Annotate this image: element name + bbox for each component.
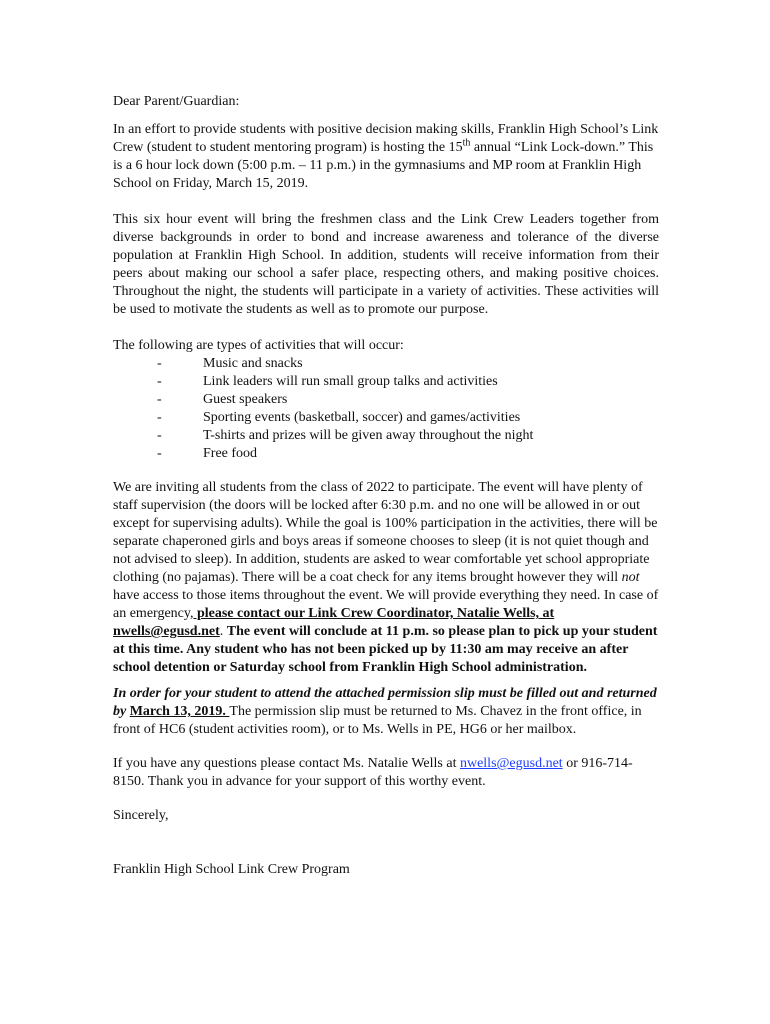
bullet-dash: - — [157, 446, 162, 461]
greeting: Dear Parent/Guardian: — [113, 94, 240, 109]
paragraph-event-description: This six hour event will bring the freshmen class and the Link Crew Leaders together from diverse backgrounds in order to bond and increase awareness and tolerance of the diverse population at Franklin High School. In addition, students will receive information from their peers about making our school a safer place, respecting others, and making positive choices. Throughout the night, the students will participate in a variety of activities. These activities will be used to motivate the students as well as to promote our purpose. — [113, 212, 659, 317]
due-date: March 13, 2019. — [129, 704, 230, 719]
activity-text: Sporting events (basketball, soccer) and games/activities — [203, 410, 521, 425]
email-link[interactable]: nwells@egusd.net — [459, 756, 563, 771]
activities-intro: The following are types of activities that will occur: — [113, 338, 404, 353]
activity-text: Music and snacks — [203, 356, 303, 371]
list-item — [113, 409, 659, 427]
intro-text-b: annual “Link Lock-down.” This is a 6 hour lock down (5:00 p.m. – 11 p.m.) in the gymnasiums and MP room at Franklin High School on Friday, March 15, 2019. — [113, 140, 654, 191]
permission-requirement: In order for your student to attend the attached permission slip must be filled out and returned by — [113, 686, 657, 719]
paragraph-contact — [113, 755, 659, 791]
contact-text-a: If you have any questions please contact Ms. Natalie Wells at — [113, 756, 460, 771]
pickup-notice: The event will conclude at 11 p.m. so please plan to pick up your student at this time. Any student who has not been picked up by 11:30 am may receive an after school detention or Saturday school from Franklin High School administration. — [113, 624, 658, 675]
list-item — [113, 373, 659, 391]
list-item — [113, 391, 659, 409]
contact-text-b: or 916-714-8150. Thank you in advance for your support of this worthy event. — [113, 756, 633, 789]
intro-text-a: In an effort to provide students with positive decision making skills, Franklin High School’s Link Crew (student to student mentoring program) is hosting the 15 — [113, 122, 659, 155]
ordinal-suffix: th — [462, 137, 471, 149]
permission-return-info: The permission slip must be returned to Ms. Chavez in the front office, in front of HC6 (student activities room), or to Ms. Wells in PE, HG6 or her mailbox. — [113, 704, 642, 737]
paragraph-intro — [113, 121, 659, 193]
paragraph-logistics — [113, 479, 659, 677]
bullet-dash: - — [157, 410, 162, 425]
activities-list — [113, 355, 659, 463]
list-item — [113, 427, 659, 445]
activity-text: Free food — [203, 446, 258, 461]
coordinator-contact: please contact our Link Crew Coordinator, Natalie Wells, at nwells@egusd.net — [113, 606, 555, 639]
bullet-dash: - — [157, 356, 162, 371]
closing: Sincerely, — [113, 808, 169, 823]
emphasis-not: not — [621, 570, 640, 585]
activity-text: Link leaders will run small group talks and activities — [203, 374, 498, 389]
bullet-dash: - — [157, 428, 162, 443]
activity-text: T-shirts and prizes will be given away throughout the night — [203, 428, 534, 443]
bullet-dash: - — [157, 392, 162, 407]
letter-page — [113, 93, 659, 879]
list-item — [113, 355, 659, 373]
signature: Franklin High School Link Crew Program — [113, 862, 350, 877]
activity-text: Guest speakers — [203, 392, 288, 407]
bullet-dash: - — [157, 374, 162, 389]
paragraph-permission-slip — [113, 685, 659, 739]
logistics-text-a: We are inviting all students from the class of 2022 to participate. The event will have plenty of staff supervision (the doors will be locked after 6:30 p.m. and no one will be allowed in or out except for supervising adults). While the goal is 100% participation in the activities, there will be separate chaperoned girls and boys areas if someone chooses to sleep (it is not quiet though and not advised to sleep). In addition, students are asked to wear comfortable yet school appropriate clothing (no pajamas). There will be a coat check for any items brought however they will — [113, 480, 658, 585]
logistics-text-c: . — [219, 624, 227, 639]
list-item — [113, 445, 659, 463]
logistics-text-b: have access to those items throughout the event. We will provide everything they need. In case of an emergency, — [113, 588, 659, 621]
